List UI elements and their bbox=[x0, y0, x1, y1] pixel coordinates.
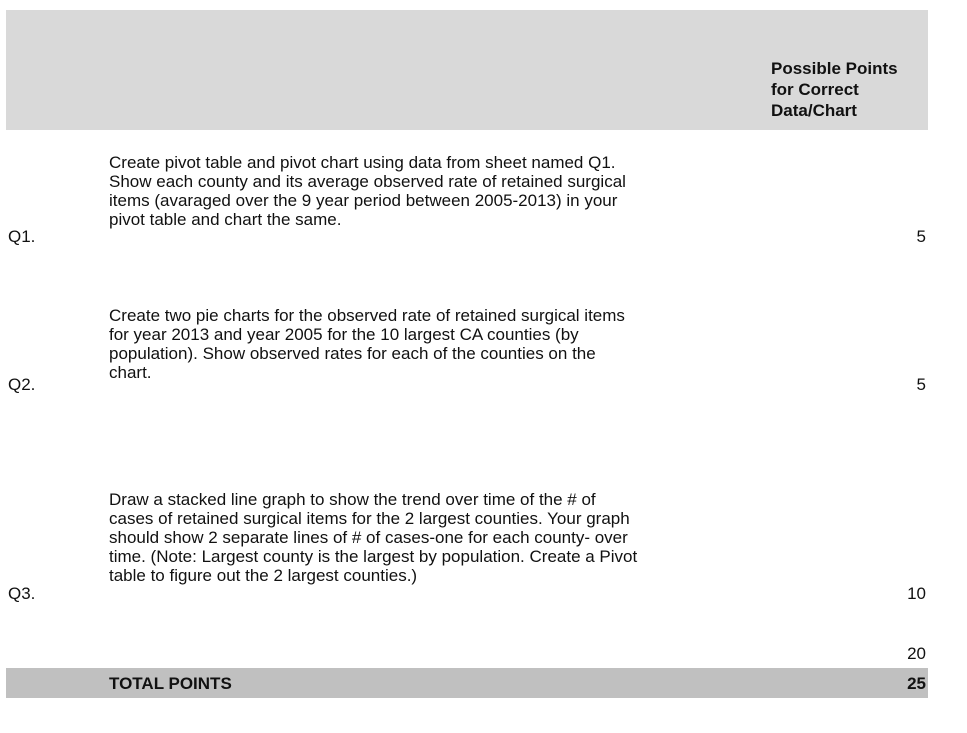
question-1-label[interactable]: Q1. bbox=[8, 227, 36, 246]
question-3-points[interactable]: 10 bbox=[907, 584, 926, 603]
question-3-text[interactable]: Draw a stacked line graph to show the trend over time of the # of cases of retained surgical items for the 2 largest counties. Your graph should show 2 separate lines of # of cases-one for each county- over time. (Note: Largest county is the largest by population. Create a Pivot table to figure out the 2 largest counties.) bbox=[109, 490, 638, 585]
question-2-points[interactable]: 5 bbox=[916, 375, 926, 394]
subtotal-points[interactable]: 20 bbox=[907, 644, 926, 663]
question-1-points[interactable]: 5 bbox=[916, 227, 926, 246]
question-1-text[interactable]: Create pivot table and pivot chart using data from sheet named Q1. Show each county and its average observed rate of retained surgical items (avaraged over the 9 year period between 2005-2013) in your pivot table and chart the same. bbox=[109, 153, 626, 229]
total-points-value[interactable]: 25 bbox=[907, 674, 926, 693]
points-column-header[interactable]: Possible Points for Correct Data/Chart bbox=[771, 59, 898, 120]
question-2-text[interactable]: Create two pie charts for the observed rate of retained surgical items for year 2013 and year 2005 for the 10 largest CA counties (by population). Show observed rates for each of the counties on the chart. bbox=[109, 306, 625, 382]
question-2-label[interactable]: Q2. bbox=[8, 375, 36, 394]
total-points-label[interactable]: TOTAL POINTS bbox=[109, 674, 232, 693]
question-3-label[interactable]: Q3. bbox=[8, 584, 36, 603]
